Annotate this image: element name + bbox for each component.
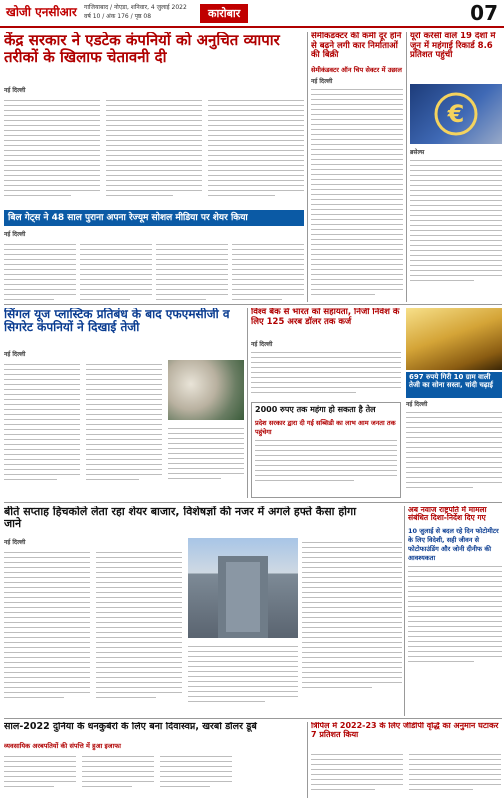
page-number: 07 <box>470 1 498 25</box>
lead-col-2 <box>106 96 202 200</box>
policy-subhead: 10 जुलाई से बदल रहे दिन फोटोमीटर के लिए विदेशी, सही जीवन से फोटोफाउंडिंग और जोनी दीनीफ की आवश्यकता <box>408 526 499 562</box>
oil-price-subhead: प्रदेश सरकार द्वारा दी गई सब्सिडी का लाभ आम जनता तक पहुंचेगा <box>255 418 396 436</box>
section-divider <box>4 304 502 305</box>
stock-exchange-building-photo <box>188 538 298 638</box>
billionaires-story <box>4 722 304 740</box>
euro-symbol-photo <box>410 84 502 144</box>
world-bank-body <box>251 340 401 400</box>
bill-gates-body <box>4 230 304 302</box>
market-body <box>4 538 184 716</box>
semiconductor-story <box>311 32 403 302</box>
plastic-ban-byline: नई दिल्ली <box>4 351 26 358</box>
world-bank-byline: नई दिल्ली <box>251 341 273 348</box>
europe-inflation-body <box>410 148 502 288</box>
gold-body <box>406 400 502 500</box>
column-rule <box>247 308 248 498</box>
plastic-waste-photo <box>168 360 244 420</box>
bill-gates-byline: नई दिल्ली <box>4 231 26 238</box>
billionaires-subhead: व्यवसायिक अरबपतियों की संपत्ति में हुआ इजाफा <box>4 742 121 750</box>
gdp-estimate-story <box>311 722 502 748</box>
lead-headline: केंद्र सरकार ने एडटेक कंपनियों को अनुचित व्यापार तरीकों के खिलाफ चेतावनी दी <box>4 32 280 66</box>
market-body-continued <box>188 642 298 716</box>
gdp-estimate-body <box>311 750 502 798</box>
edition-info: वर्ष 10 / अंक 176 / पृष्ठ 08 <box>84 13 152 20</box>
semiconductor-byline: नई दिल्ली <box>311 77 333 85</box>
euro-sign-icon <box>410 84 502 144</box>
bill-gates-banner <box>4 210 304 226</box>
column-rule <box>307 722 308 798</box>
gold-headline: 697 रुपये गिरी 10 ग्राम वाली तेजी का सोना सस्ता, चांदी चढ़ाई <box>409 373 493 389</box>
gold-byline: नई दिल्ली <box>406 401 428 408</box>
gdp-estimate-headline: त्रिपिल में 2022-23 के लिए जीडीपी वृद्धि का अनुमान घटाकर 7 प्रतिशत किया <box>311 722 499 739</box>
world-bank-headline: विश्व बैंक से भारत को सहायता, निजी निवेश के लिए 125 अरब डॉलर तक कर्ज <box>251 308 400 327</box>
europe-inflation-headline: यूरो करेंसी वाले 19 देशों में जून में महंगाई रिकार्ड 8.6 प्रतिशत पहुंची <box>410 32 496 61</box>
europe-inflation-byline: ब्रसेल्स <box>410 149 425 156</box>
newspaper-brand: खोजी एनसीआर <box>6 5 77 19</box>
column-rule <box>406 32 407 302</box>
billionaires-body <box>4 752 234 798</box>
lead-byline: नई दिल्ली <box>4 87 26 94</box>
oil-price-headline: 2000 रुपए तक महंगा हो सकता है तेल <box>255 405 376 414</box>
column-rule <box>307 32 308 302</box>
section-label: कारोबार <box>200 4 248 23</box>
plastic-ban-story <box>4 308 244 348</box>
column-rule <box>404 506 405 716</box>
billionaires-headline: साल-2022 दुनिया के धनकुबेरों के लिए बना दिवास्वप्न, खरबों डॉलर डूबे <box>4 722 257 732</box>
oil-price-box <box>251 402 401 498</box>
market-story <box>4 506 364 536</box>
gold-banner <box>406 372 502 398</box>
semiconductor-subhead: सेमीकंडक्टर ऑन चिप सेक्टर में उछाल <box>311 65 402 74</box>
policy-headline: अब नवाज राष्ट्रपति में मामला संबंधित दिशा-निर्देश दिए गए <box>408 506 487 523</box>
bill-gates-headline: बिल गेट्स ने 48 साल पुराना अपना रेज्यूम सोशल मीडिया पर शेयर किया <box>8 213 248 223</box>
dateline: गाजियाबाद / नोएडा, शनिवार, 4 जुलाई 2022 <box>84 4 187 11</box>
billionaires-sub <box>4 741 234 751</box>
building-icon <box>188 538 298 638</box>
section-divider <box>4 718 502 719</box>
lead-col-3 <box>208 96 304 200</box>
market-body-col3 <box>302 538 402 716</box>
plastic-ban-headline: सिंगल यूज प्लास्टिक प्रतिबंध के बाद एफएमसीजी व सिगरेट कंपनियों ने दिखाई तेजी <box>4 308 230 335</box>
market-byline: नई दिल्ली <box>4 539 26 546</box>
section-divider <box>4 502 502 503</box>
lead-col-1 <box>4 96 100 200</box>
masthead <box>0 0 504 28</box>
svg-text:€: € <box>447 100 465 128</box>
europe-inflation-text <box>410 160 502 281</box>
market-headline: बीते सप्ताह हिचकोले लेता रहा शेयर बाजार, विशेषज्ञों की नजर में अगले हफ्ते कैसा होगा जाने <box>4 506 357 531</box>
plastic-ban-body <box>4 350 244 500</box>
policy-story <box>408 506 502 716</box>
semiconductor-text <box>311 89 403 295</box>
gold-jewelry-photo <box>406 308 502 370</box>
lead-story <box>4 32 304 84</box>
lead-body <box>4 86 304 206</box>
semiconductor-headline: सेमीकंडक्टर की कमी दूर होने से बढ़ने लगी कार निर्माताओं की बिक्री <box>311 32 402 61</box>
